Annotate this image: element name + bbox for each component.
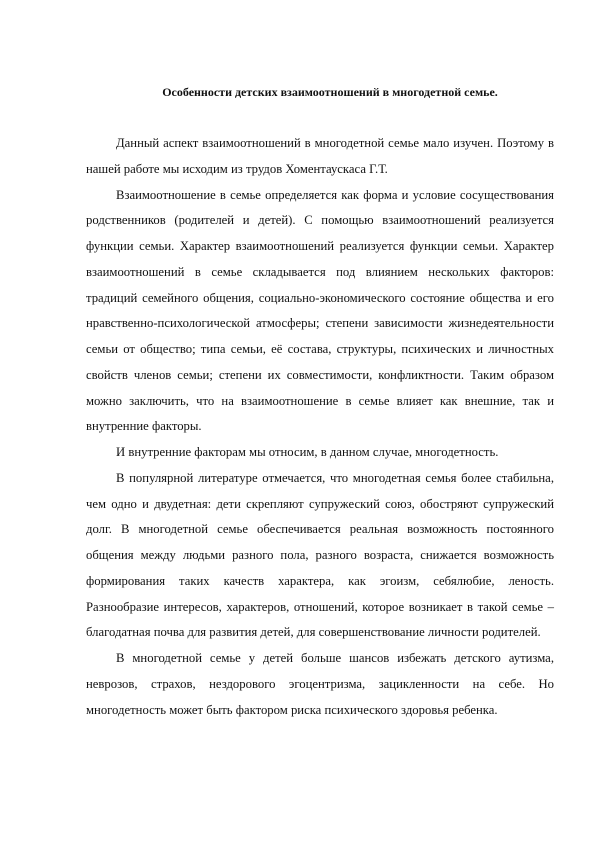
document-title: Особенности детских взаимоотношений в многодетной семье. (162, 85, 498, 99)
paragraph-4: В популярной литературе отмечается, что многодетная семья более стабильна, чем одно и двудетная: дети скрепляют супружеский союз, обостряют супружеский долг. В многодетной семье обеспечивается реальная возможность постоянного общения между людьми разного пола, разного возраста, снижается возможность формирования таких качеств характера, как эгоизм, себялюбие, леность. Разнообразие интересов, характеров, отношений, которое возникает в такой семье – благодатная почва для развития детей, для совершенствование личности родителей. (86, 470, 554, 640)
paragraph-2: Взаимоотношение в семье определяется как форма и условие сосуществования родственников (родителей и детей). С помощью взаимоотношений реализуется функции семьи. Характер взаимоотношений реализуется функции семьи. Характер взаимоотношений в семье складывается под влиянием нескольких факторов: традиций семейного общения, социально-экономического состояние общества и его нравственно-психологической атмосферы; степени зависимости жизнедеятельности семьи от общество; типа семьи, её состава, структуры, психических и личностных свойств членов семьи; степени их совместимости, конфликтности. Таким образом можно заключить, что на взаимоотношение в семье влияет как внешние, так и внутренние факторы. (86, 187, 554, 434)
paragraph-5: В многодетной семье у детей больше шансов избежать детского аутизма, неврозов, страхов, нездорового эгоцентризма, зацикленности на себе. Но многодетность может быть фактором риска психического здоровья ребенка. (86, 651, 554, 717)
document-body (86, 131, 554, 723)
paragraph-1: Данный аспект взаимоотношений в многодетной семье мало изучен. Поэтому в нашей работе мы исходим из трудов Хоментаускаса Г.Т. (86, 136, 554, 176)
paragraph-3: И внутренние факторам мы относим, в данном случае, многодетность. (116, 445, 499, 459)
